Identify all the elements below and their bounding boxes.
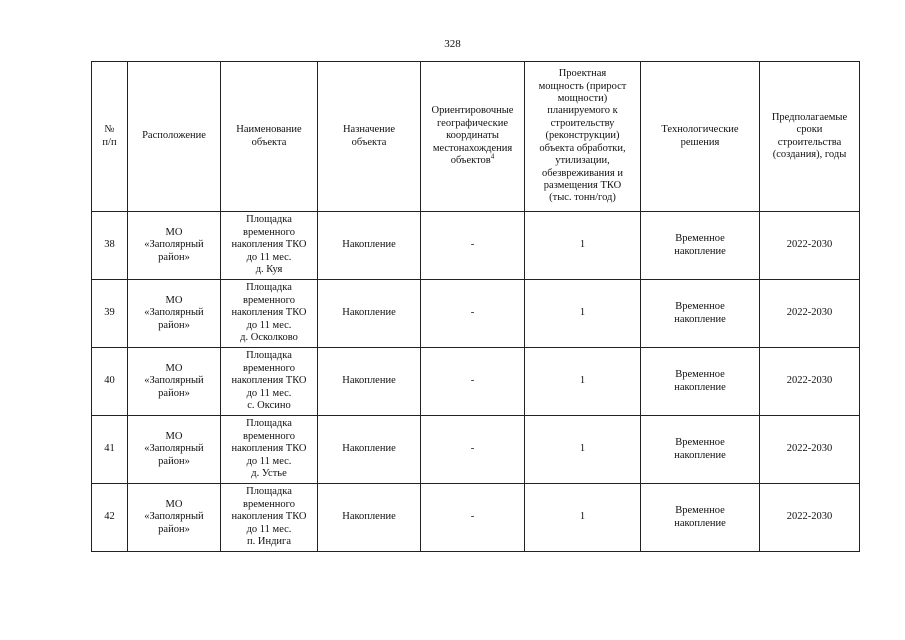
header-terms: Предполагаемые сроки строительства (создания), годы [760,62,860,212]
cell-capacity: 1 [525,416,641,484]
coords-footnote: 4 [490,152,495,161]
waste-facilities-table [91,61,860,552]
cell-technology: Временное накопление [641,280,760,348]
table-row [92,280,860,348]
table-row [92,484,860,552]
cell-terms: 2022-2030 [760,212,860,280]
cell-terms: 2022-2030 [760,280,860,348]
table-header-row [92,62,860,212]
cell-capacity: 1 [525,348,641,416]
cell-location: МО «Заполярный район» [128,280,221,348]
cell-name: Площадка временного накопления ТКО до 11 мес. п. Индига [221,484,318,552]
cell-technology: Временное накопление [641,212,760,280]
cell-num: 41 [92,416,128,484]
cell-purpose: Накопление [318,484,421,552]
header-location: Расположение [128,62,221,212]
cell-num: 40 [92,348,128,416]
cell-name: Площадка временного накопления ТКО до 11 мес. д. Куя [221,212,318,280]
table-row [92,348,860,416]
cell-technology: Временное накопление [641,416,760,484]
cell-coords: - [421,280,525,348]
cell-capacity: 1 [525,484,641,552]
header-technology: Технологические решения [641,62,760,212]
table-row [92,416,860,484]
cell-num: 38 [92,212,128,280]
cell-location: МО «Заполярный район» [128,484,221,552]
cell-coords: - [421,416,525,484]
cell-technology: Временное накопление [641,484,760,552]
cell-name: Площадка временного накопления ТКО до 11 мес. д. Осколково [221,280,318,348]
header-num: № п/п [92,62,128,212]
cell-name: Площадка временного накопления ТКО до 11 мес. с. Оксино [221,348,318,416]
cell-capacity: 1 [525,280,641,348]
cell-name: Площадка временного накопления ТКО до 11 мес. д. Устье [221,416,318,484]
table-row [92,212,860,280]
header-purpose: Назначение объекта [318,62,421,212]
cell-terms: 2022-2030 [760,484,860,552]
cell-coords: - [421,348,525,416]
cell-coords: - [421,212,525,280]
cell-location: МО «Заполярный район» [128,212,221,280]
header-coords: Ориентировочные географические координаты местонахождения объектов$^4$ [421,62,525,212]
cell-location: МО «Заполярный район» [128,348,221,416]
cell-coords: - [421,484,525,552]
cell-capacity: 1 [525,212,641,280]
cell-technology: Временное накопление [641,348,760,416]
cell-purpose: Накопление [318,348,421,416]
cell-num: 42 [92,484,128,552]
cell-terms: 2022-2030 [760,348,860,416]
cell-terms: 2022-2030 [760,416,860,484]
page-number: 328 [444,38,461,50]
cell-purpose: Накопление [318,212,421,280]
cell-purpose: Накопление [318,416,421,484]
cell-location: МО «Заполярный район» [128,416,221,484]
header-capacity: Проектная мощность (прирост мощности) планируемого к строительству (реконструкции) объекта обработки, утилизации, обезвреживания и размещения ТКО (тыс. тонн/год) [525,62,641,212]
cell-purpose: Накопление [318,280,421,348]
cell-num: 39 [92,280,128,348]
header-name: Наименование объекта [221,62,318,212]
